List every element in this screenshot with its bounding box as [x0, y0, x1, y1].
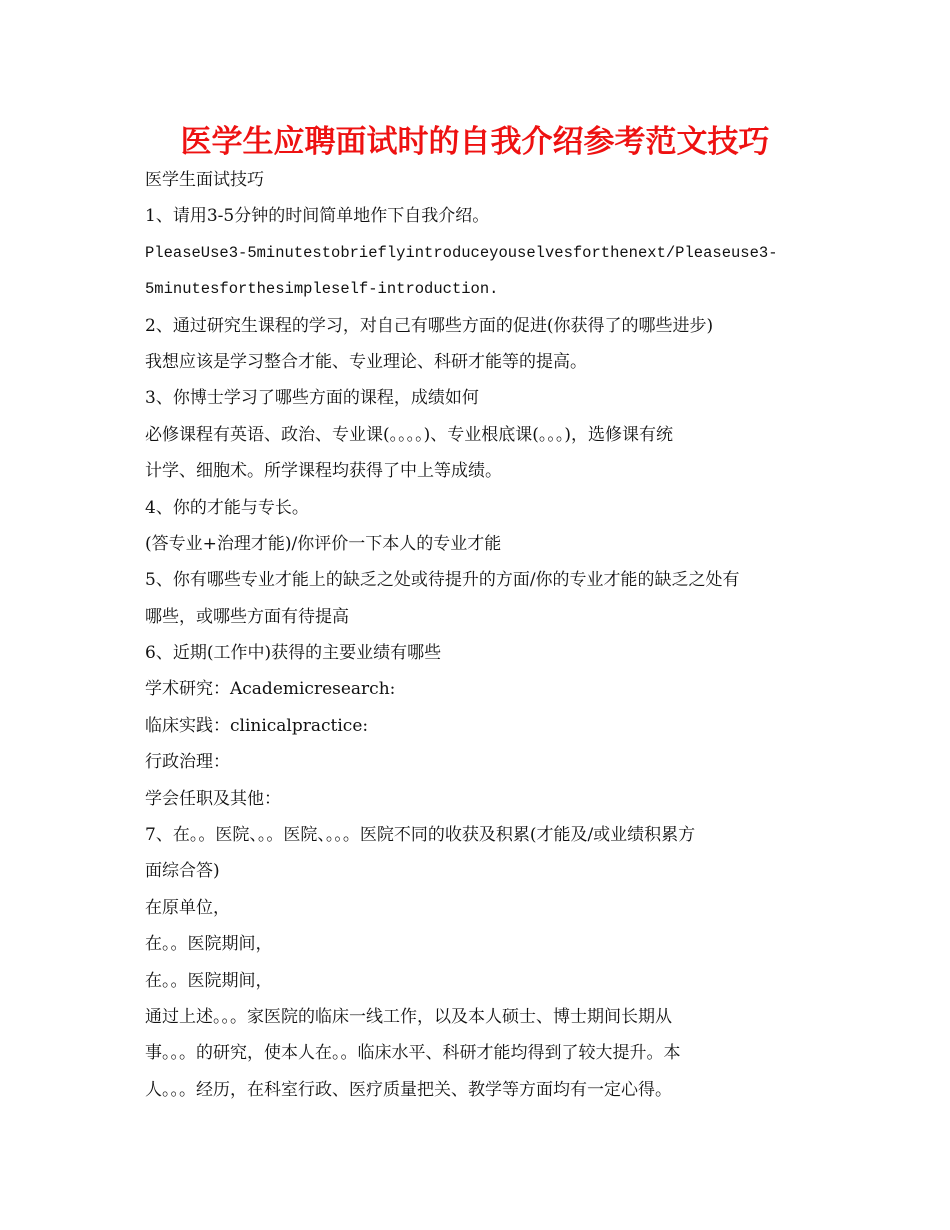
text-line: PleaseUse3-5minutestobrieflyintroduceyouselvesforthenext/Pleaseuse3- [145, 243, 778, 262]
text-line: 医学生面试技巧 [145, 170, 264, 190]
document-title: 医学生应聘面试时的自我介绍参考范文技巧 [180, 124, 770, 160]
text-line: 5、你有哪些专业才能上的缺乏之处或待提升的方面/你的专业才能的缺乏之处有 [145, 570, 740, 591]
text-line: 3、你博士学习了哪些方面的课程，成绩如何 [145, 388, 479, 409]
document-body [145, 162, 815, 1108]
text-line: 面综合答) [145, 861, 220, 882]
text-line: 学会任职及其他： [145, 788, 281, 809]
text-line: 学术研究：Academicresearch: [145, 679, 396, 700]
text-line: 6、近期(工作中)获得的主要业绩有哪些 [145, 643, 442, 664]
text-line: 行政治理： [145, 752, 230, 773]
text-line: 哪些，或哪些方面有待提高 [145, 606, 349, 627]
text-line: 事。。。的研究，使本人在。。临床水平、科研才能均得到了较大提升。本 [145, 1043, 681, 1064]
text-line: 在。。医院期间， [145, 934, 273, 955]
text-line: 我想应该是学习整合才能、专业理论、科研才能等的提高。 [145, 351, 587, 372]
text-line: 在原单位， [145, 897, 230, 918]
text-line: (答专业+治理才能)/你评价一下本人的专业才能 [145, 533, 502, 554]
text-line: 4、你的才能与专长。 [145, 497, 309, 518]
text-line: 计学、细胞术。所学课程均获得了中上等成绩。 [145, 461, 502, 482]
text-line: 必修课程有英语、政治、专业课(。。。。)、专业根底课(。。。)，选修课有统 [145, 424, 674, 445]
text-line: 通过上述。。。家医院的临床一线工作，以及本人硕士、博士期间长期从 [145, 1006, 672, 1027]
text-line: 5minutesforthesimpleself-introduction. [145, 280, 499, 299]
text-line: 临床实践：clinicalpractice: [145, 715, 369, 736]
text-line: 7、在。。医院、。。医院、。。。医院不同的收获及积累(才能及/或业绩积累方 [145, 825, 696, 846]
text-line: 2、通过研究生课程的学习，对自己有哪些方面的促进(你获得了的哪些进步) [145, 315, 714, 336]
text-line: 人。。。经历，在科室行政、医疗质量把关、教学等方面均有一定心得。 [145, 1079, 672, 1100]
text-line: 1、请用3-5分钟的时间简单地作下自我介绍。 [145, 206, 490, 227]
text-line: 在。。医院期间， [145, 970, 273, 991]
